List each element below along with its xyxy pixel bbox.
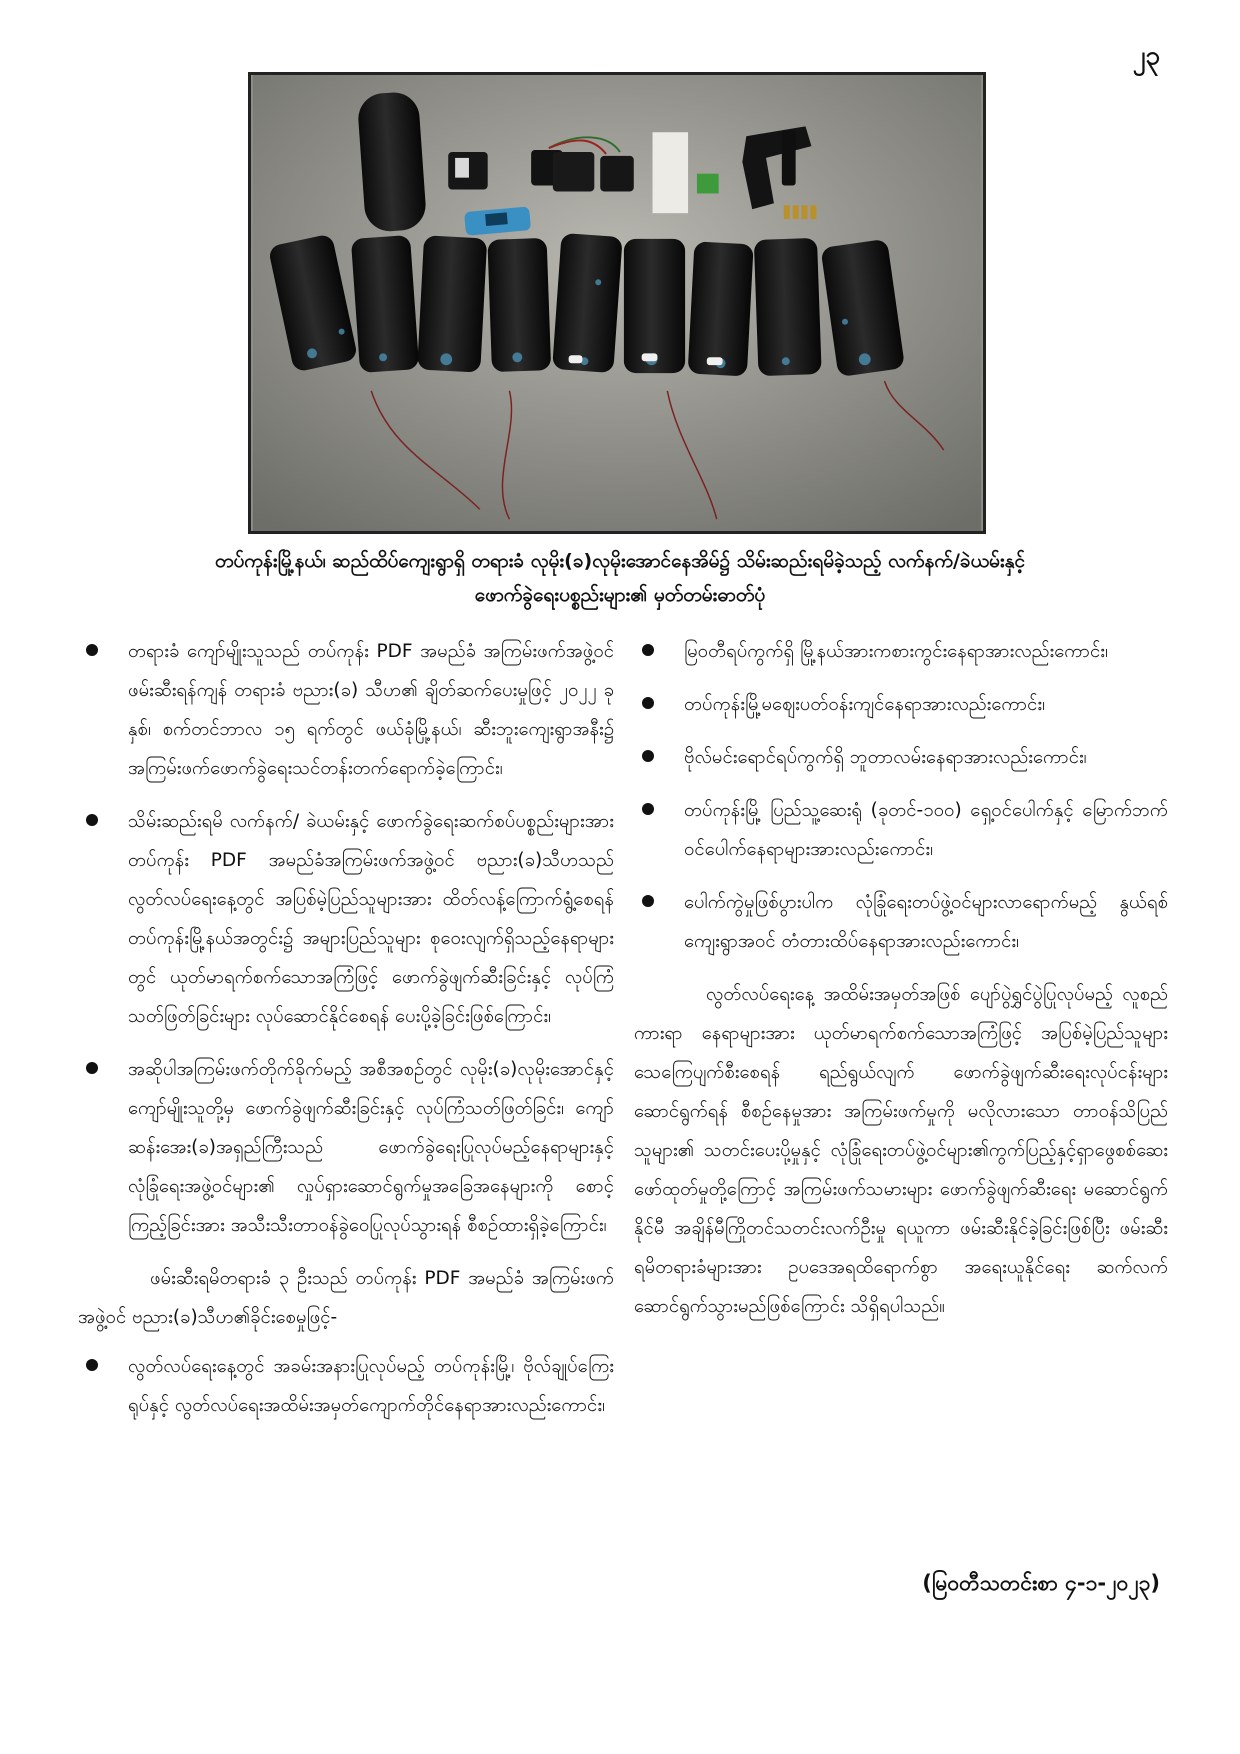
bullet-icon [642,644,654,656]
caption-line: တပ်ကုန်းမြို့နယ်၊ ဆည်ထိပ်ကျေးရွာရှိ တရားခံ လုမိုး(ခ)လုမိုးအောင်နေအိမ်၌ သိမ်းဆည်းရမိခဲ့သည့် လက်နက်/ခဲယမ်းနှင့် [214,550,1026,572]
source-citation: (မြဝတီသတင်းစာ ၄-၁-၂၀၂၃) [922,1571,1160,1595]
pipe-bomb-row [268,233,905,377]
photo-caption [110,544,1130,612]
body-paragraph: လွတ်လပ်ရေးနေ့ အထိမ်းအမှတ်အဖြစ် ပျော်ပွဲရွှင်ပွဲပြုလုပ်မည့် လူစည်ကားရာ နေရာများအား ယုတ်မာရက်စက်သောအကြံဖြင့် အပြစ်မဲ့ပြည်သူများ သေကြေပျက်စီးစေရန် ရည်ရွယ်လျက် ဖောက်ခွဲဖျက်ဆီးရေးလုပ်ငန်းများ ဆောင်ရွက်ရန် စီစဉ်နေမှုအား အကြမ်းဖက်မှုကို မလိုလားသော တာဝန်သိပြည်သူများ၏ သတင်းပေးပို့မှုနှင့် လုံခြုံရေးတပ်ဖွဲ့ဝင်များ၏ကွက်ပြည့်နှင့်ရှာဖွေစစ်ဆေးဖော်ထုတ်မှုတို့ကြောင့် အကြမ်းဖက်သမားများ ဖောက်ခွဲဖျက်ဆီးရေး မဆောင်ရွက်နိုင်မီ အချိန်မီကြိုတင်သတင်းလက်ဦးမှု ရယူကာ ဖမ်းဆီးနိုင်ခဲ့ခြင်းဖြစ်ပြီး ဖမ်းဆီးရမိတရားခံများအား ဥပဒေအရထိရောက်စွာ အရေးယူနိုင်ရေး ဆက်လက်ဆောင်ရွက်သွားမည်ဖြစ်ကြောင်း သိရှိရပါသည်။ [634,984,1168,1317]
list-item: သိမ်းဆည်းရမိ လက်နက်/ ခဲယမ်းနှင့် ဖောက်ခွဲရေးဆက်စပ်ပစ္စည်းများအား တပ်ကုန်း PDF အမည်ခံအကြမ်းဖက်အဖွဲ့ဝင် ဗညား(ခ)သီဟသည် လွတ်လပ်ရေးနေ့တွင် အပြစ်မဲ့ပြည်သူများအား ထိတ်လန့်ကြောက်ရွံ့စေရန် တပ်ကုန်းမြို့နယ်အတွင်း၌ အများပြည်သူများ စုဝေးလျက်ရှိသည့်နေရာများတွင် ယုတ်မာရက်စက်သောအကြံဖြင့် ဖောက်ခွဲဖျက်ဆီးခြင်းနှင့် လုပ်ကြံသတ်ဖြတ်ခြင်းများ လုပ်ဆောင်နိုင်စေရန် ပေးပို့ခဲ့ခြင်းဖြစ်ကြောင်း၊ [78,802,614,1036]
bullet-icon [642,697,654,709]
list-item: တရားခံ ကျော်မျိုးသူသည် တပ်ကုန်း PDF အမည်ခံ အကြမ်းဖက်အဖွဲ့ဝင် ဖမ်းဆီးရန်ကျန် တရားခံ ဗညား(ခ) သီဟ၏ ချိတ်ဆက်ပေးမှုဖြင့် ၂၀၂၂ ခုနှစ်၊ စက်တင်ဘာလ ၁၅ ရက်တွင် ဖယ်ခုံမြို့နယ်၊ ဆီးဘူးကျေးရွာအနီး၌ အကြမ်းဖက်ဖောက်ခွဲရေးသင်တန်းတက်ရောက်ခဲ့ကြောင်း၊ [78,632,614,788]
bullet-icon [642,750,654,762]
bullet-icon [86,1359,98,1371]
bullet-icon [86,814,98,826]
bullet-icon [86,1062,98,1074]
list-item: အဆိုပါအကြမ်းဖက်တိုက်ခိုက်မည့် အစီအစဉ်တွင် လုမိုး(ခ)လုမိုးအောင်နှင့် ကျော်မျိုးသူတို့မှ ဖောက်ခွဲဖျက်ဆီးခြင်းနှင့် လုပ်ကြံသတ်ဖြတ်ခြင်း၊ ကျော်ဆန်းအေး(ခ)အရှည်ကြီးသည် ဖောက်ခွဲရေးပြုလုပ်မည့်နေရာများနှင့် လုံခြုံရေးအဖွဲ့ဝင်များ၏ လှုပ်ရှားဆောင်ရွက်မှုအခြေအနေများကို စောင့်ကြည့်ခြင်းအား အသီးသီးတာဝန်ခွဲဝေပြုလုပ်သွားရန် စီစဉ်ထားရှိခဲ့ကြောင်း၊ [78,1050,614,1245]
body-paragraph: ဖမ်းဆီးရမိတရားခံ ၃ ဦးသည် တပ်ကုန်း PDF အမည်ခံ အကြမ်းဖက်အဖွဲ့ဝင် ဗညား(ခ)သီဟ၏ခိုင်းစေမှုဖြင့်- [78,1268,614,1328]
list-item: မြဝတီရပ်ကွက်ရှိ မြို့နယ်အားကစားကွင်းနေရာအားလည်းကောင်း၊ [634,632,1168,671]
list-item: လွတ်လပ်ရေးနေ့တွင် အခမ်းအနားပြုလုပ်မည့် တပ်ကုန်းမြို့၊ ဗိုလ်ချုပ်ကြေးရုပ်နှင့် လွတ်လပ်ရေးအထိမ်းအမှတ်ကျောက်တိုင်နေရာအားလည်းကောင်း၊ [78,1347,614,1425]
evidence-photo [248,72,986,534]
page-number: ၂၃ [1132,41,1160,71]
bullet-icon [86,644,98,656]
bullet-icon [642,803,654,815]
list-item: တပ်ကုန်းမြို့မဈေးပတ်ဝန်းကျင်နေရာအားလည်းကောင်း၊ [634,685,1168,724]
list-item: ဗိုလ်မင်းရောင်ရပ်ကွက်ရှိ ဘူတာလမ်းနေရာအားလည်းကောင်း၊ [634,738,1168,777]
bullet-icon [642,895,654,907]
list-item: တပ်ကုန်းမြို့ ပြည်သူ့ဆေးရုံ (ခုတင်-၁၀၀) ရှေ့ဝင်ပေါက်နှင့် မြောက်ဘက် ဝင်ပေါက်နေရာများအားလည်းကောင်း၊ [634,791,1168,869]
standing-pipe [357,91,428,233]
caption-line: ဖောက်ခွဲရေးပစ္စည်းများ၏ မှတ်တမ်းဓာတ်ပုံ [474,584,766,606]
right-column [634,632,1168,1336]
list-item: ပေါက်ကွဲမှုဖြစ်ပွားပါက လုံခြုံရေးတပ်ဖွဲ့ဝင်များလာရောက်မည့် နွယ်ရစ်ကျေးရွာအဝင် တံတားထိပ်နေရာအားလည်းကောင်း၊ [634,883,1168,961]
left-column [78,632,614,1439]
